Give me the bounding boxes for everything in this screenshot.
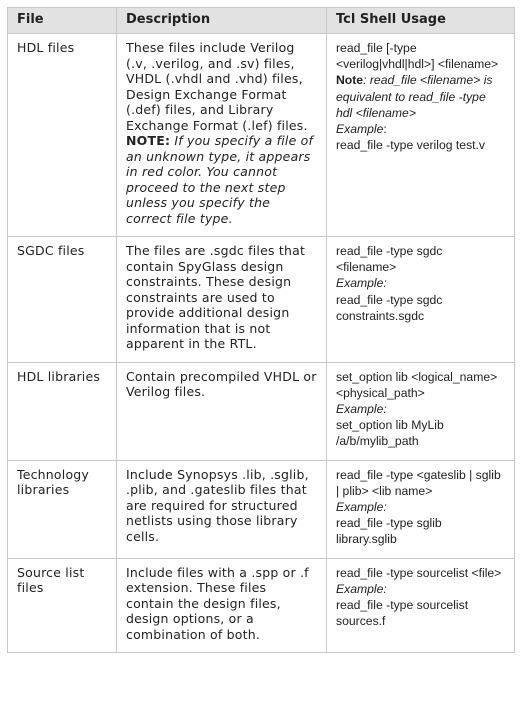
description-text: The files are .sgdc files that contain SpyGlass design constraints. These design constraints are used to provide additional design information that is not apparent in the RTL.: [126, 243, 306, 351]
usage-cell: [327, 460, 515, 558]
file-name: Source list files: [17, 564, 85, 596]
usage-note: [336, 72, 505, 121]
file-name: SGDC files: [17, 243, 85, 258]
table-header-row: [8, 8, 515, 34]
description-text: Include Synopsys .lib, .sglib, .plib, and .gateslib files that are required for structured netlists using those library cells.: [126, 466, 309, 544]
description-text: Contain precompiled VHDL or Verilog files.: [126, 368, 317, 399]
file-cell: [8, 460, 117, 558]
description-text: These files include Verilog (.v, .verilog, and .sv) files, VHDL (.vhdl and .vhd) files, Design Exchange Format (.def) files, and Library Exchange Format (.lef) files.: [126, 40, 308, 133]
usage-cell: [327, 34, 515, 237]
file-cell: [8, 237, 117, 363]
file-cell: [8, 558, 117, 653]
table-row: [8, 237, 515, 363]
example-label: Example:: [336, 122, 387, 137]
header-tcl-shell-usage: Tcl Shell Usage: [327, 8, 515, 34]
description-note: [126, 133, 317, 226]
usage-command: read_file -type sgdc <filename>: [336, 244, 443, 275]
usage-note-label: Note: [336, 73, 364, 88]
description-text: Include files with a .spp or .f extension. These files contain the design files, design options, or a combination of both.: [126, 564, 309, 642]
file-cell: [8, 362, 117, 460]
usage-cell: [327, 362, 515, 460]
example-label: Example:: [336, 581, 387, 596]
note-label: NOTE:: [126, 133, 171, 148]
example-command: read_file -type sourcelist sources.f: [336, 597, 469, 629]
file-name: HDL libraries: [17, 368, 101, 384]
usage-command: set_option lib <logical_name> <physical_path>: [336, 369, 498, 400]
table-row: [8, 558, 515, 653]
example-command: read_file -type verilog test.v: [336, 138, 486, 153]
example-command: read_file -type sgdc constraints.sgdc: [336, 292, 443, 323]
example-label: Example:: [336, 499, 387, 514]
description-cell: [117, 460, 327, 558]
usage-command: read_file -type <gateslib | sglib | plib> <lib name>: [336, 467, 501, 498]
file-name: Technology libraries: [17, 466, 90, 498]
note-text: If you specify a file of an unknown type, it appears in red color. You cannot proceed to the next step unless you specify the correct file type.: [126, 133, 314, 226]
usage-cell: [327, 237, 515, 363]
example-command: set_option lib MyLib /a/b/mylib_path: [336, 418, 444, 449]
file-cell: [8, 34, 117, 237]
file-types-table: [7, 7, 515, 653]
table-row: [8, 34, 515, 237]
example-command: read_file -type sglib library.sglib: [336, 516, 442, 547]
table-row: [8, 362, 515, 460]
header-description: Description: [117, 8, 327, 34]
description-cell: [117, 34, 327, 237]
example-label: Example:: [336, 401, 387, 416]
table-row: [8, 460, 515, 558]
usage-command: read_file [-type <verilog|vhdl|hdl>] <filename>: [336, 41, 499, 72]
header-file: File: [8, 8, 117, 34]
description-cell: [117, 362, 327, 460]
usage-cell: [327, 558, 515, 653]
usage-note-text: : read_file <filename> is equivalent to read_file -type hdl <filename>: [336, 73, 493, 120]
description-cell: [117, 237, 327, 363]
description-cell: [117, 558, 327, 653]
usage-command: read_file -type sourcelist <file>: [336, 565, 502, 580]
file-name: HDL files: [17, 40, 75, 55]
example-label: Example:: [336, 276, 387, 291]
file-types-table-container: [7, 7, 515, 653]
